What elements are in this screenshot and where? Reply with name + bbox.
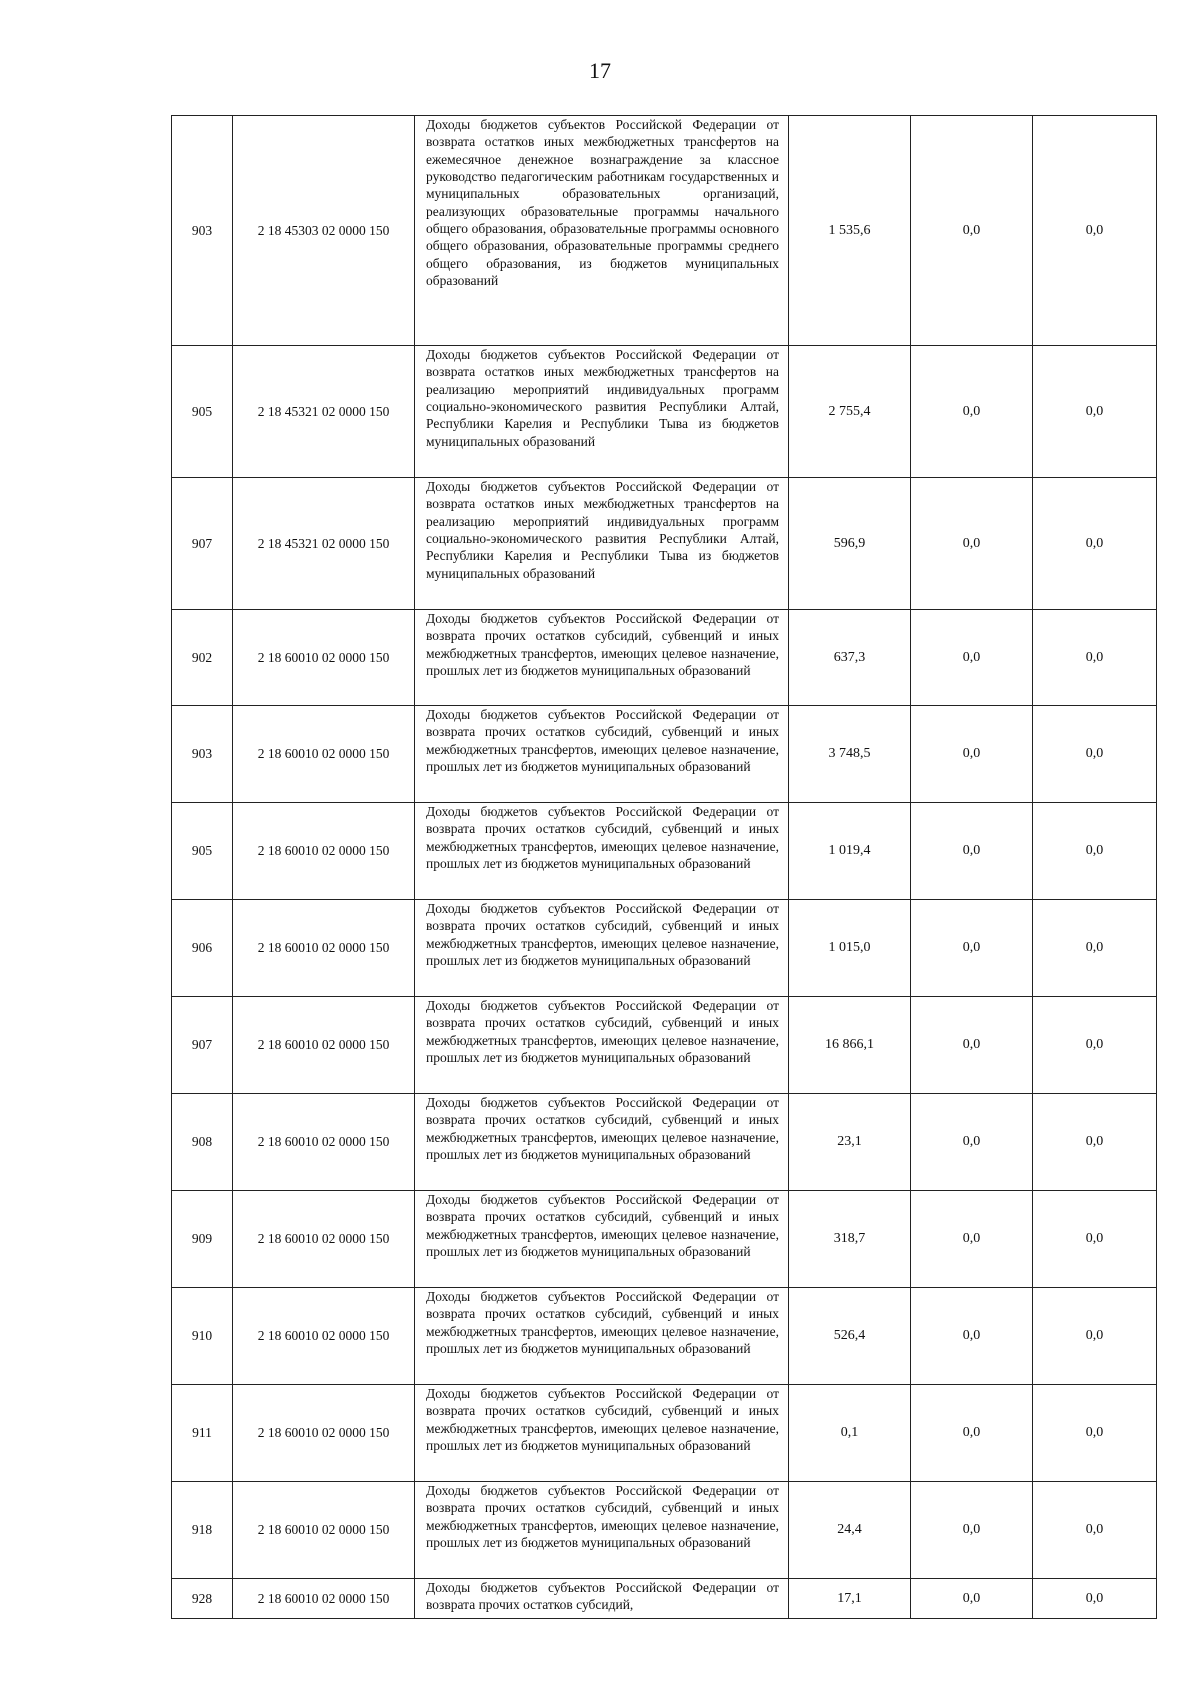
amount-cell: 526,4 [789,1288,911,1385]
table-row [172,1288,1157,1385]
admin-code-cell: 905 [172,346,233,478]
admin-code-cell: 918 [172,1482,233,1579]
revenue-description-cell: Доходы бюджетов субъектов Российской Федерации от возврата остатков иных межбюджетных трансфертов на ежемесячное денежное вознаграждение за классное руководство педагогическим работникам государственных и муниципальных образовательных организаций, реализующих образовательные программы начального общего образования, образовательные программы основного общего образования, образовательные программы среднего общего образования, из бюджетов муниципальных образований [415,116,789,346]
second-year-amount-cell: 0,0 [911,1482,1033,1579]
table-row [172,1482,1157,1579]
third-year-amount-cell: 0,0 [1033,1094,1157,1191]
amount-cell: 24,4 [789,1482,911,1579]
third-year-amount-cell: 0,0 [1033,706,1157,803]
amount-cell: 318,7 [789,1191,911,1288]
second-year-amount-cell: 0,0 [911,706,1033,803]
budget-classification-code-cell: 2 18 45303 02 0000 150 [233,116,415,346]
revenue-description-cell: Доходы бюджетов субъектов Российской Федерации от возврата прочих остатков субсидий, субвенций и иных межбюджетных трансфертов, имеющих целевое назначение, прошлых лет из бюджетов муниципальных образований [415,803,789,900]
table-row [172,116,1157,346]
third-year-amount-cell: 0,0 [1033,116,1157,346]
amount-cell: 17,1 [789,1579,911,1619]
admin-code-cell: 910 [172,1288,233,1385]
revenue-description-cell: Доходы бюджетов субъектов Российской Федерации от возврата прочих остатков субсидий, субвенций и иных межбюджетных трансфертов, имеющих целевое назначение, прошлых лет из бюджетов муниципальных образований [415,610,789,706]
budget-classification-code-cell: 2 18 60010 02 0000 150 [233,1191,415,1288]
revenue-description-cell: Доходы бюджетов субъектов Российской Федерации от возврата остатков иных межбюджетных трансфертов на реализацию мероприятий индивидуальных программ социально-экономического развития Республики Алтай, Республики Карелия и Республики Тыва из бюджетов муниципальных образований [415,346,789,478]
admin-code-cell: 928 [172,1579,233,1619]
admin-code-cell: 908 [172,1094,233,1191]
admin-code-cell: 911 [172,1385,233,1482]
third-year-amount-cell: 0,0 [1033,346,1157,478]
third-year-amount-cell: 0,0 [1033,1482,1157,1579]
amount-cell: 637,3 [789,610,911,706]
amount-cell: 1 535,6 [789,116,911,346]
second-year-amount-cell: 0,0 [911,346,1033,478]
amount-cell: 0,1 [789,1385,911,1482]
admin-code-cell: 903 [172,116,233,346]
table-body [172,116,1157,1619]
revenue-description-cell: Доходы бюджетов субъектов Российской Федерации от возврата прочих остатков субсидий, субвенций и иных межбюджетных трансфертов, имеющих целевое назначение, прошлых лет из бюджетов муниципальных образований [415,900,789,997]
third-year-amount-cell: 0,0 [1033,803,1157,900]
revenue-description-cell: Доходы бюджетов субъектов Российской Федерации от возврата прочих остатков субсидий, субвенций и иных межбюджетных трансфертов, имеющих целевое назначение, прошлых лет из бюджетов муниципальных образований [415,1482,789,1579]
table-row [172,997,1157,1094]
budget-classification-code-cell: 2 18 60010 02 0000 150 [233,1094,415,1191]
table-row [172,346,1157,478]
second-year-amount-cell: 0,0 [911,116,1033,346]
budget-classification-code-cell: 2 18 60010 02 0000 150 [233,1385,415,1482]
third-year-amount-cell: 0,0 [1033,997,1157,1094]
table-row [172,478,1157,610]
page-number: 17 [589,58,611,83]
third-year-amount-cell: 0,0 [1033,1385,1157,1482]
admin-code-cell: 909 [172,1191,233,1288]
revenue-description-cell: Доходы бюджетов субъектов Российской Федерации от возврата прочих остатков субсидий, субвенций и иных межбюджетных трансфертов, имеющих целевое назначение, прошлых лет из бюджетов муниципальных образований [415,1288,789,1385]
budget-classification-code-cell: 2 18 60010 02 0000 150 [233,1482,415,1579]
budget-classification-code-cell: 2 18 45321 02 0000 150 [233,478,415,610]
budget-classification-code-cell: 2 18 45321 02 0000 150 [233,346,415,478]
table-row [172,900,1157,997]
second-year-amount-cell: 0,0 [911,1288,1033,1385]
table-row [172,803,1157,900]
third-year-amount-cell: 0,0 [1033,900,1157,997]
second-year-amount-cell: 0,0 [911,1094,1033,1191]
second-year-amount-cell: 0,0 [911,1191,1033,1288]
second-year-amount-cell: 0,0 [911,997,1033,1094]
budget-classification-code-cell: 2 18 60010 02 0000 150 [233,997,415,1094]
third-year-amount-cell: 0,0 [1033,610,1157,706]
table-row [172,610,1157,706]
third-year-amount-cell: 0,0 [1033,1579,1157,1619]
amount-cell: 2 755,4 [789,346,911,478]
second-year-amount-cell: 0,0 [911,1579,1033,1619]
amount-cell: 23,1 [789,1094,911,1191]
third-year-amount-cell: 0,0 [1033,1288,1157,1385]
amount-cell: 596,9 [789,478,911,610]
budget-classification-code-cell: 2 18 60010 02 0000 150 [233,1579,415,1619]
second-year-amount-cell: 0,0 [911,1385,1033,1482]
table-row [172,1191,1157,1288]
amount-cell: 1 015,0 [789,900,911,997]
second-year-amount-cell: 0,0 [911,803,1033,900]
table-row [172,1579,1157,1619]
admin-code-cell: 902 [172,610,233,706]
revenue-description-cell: Доходы бюджетов субъектов Российской Федерации от возврата остатков иных межбюджетных трансфертов на реализацию мероприятий индивидуальных программ социально-экономического развития Республики Алтай, Республики Карелия и Республики Тыва из бюджетов муниципальных образований [415,478,789,610]
revenue-description-cell: Доходы бюджетов субъектов Российской Федерации от возврата прочих остатков субсидий, субвенций и иных межбюджетных трансфертов, имеющих целевое назначение, прошлых лет из бюджетов муниципальных образований [415,1094,789,1191]
amount-cell: 3 748,5 [789,706,911,803]
admin-code-cell: 907 [172,997,233,1094]
budget-classification-code-cell: 2 18 60010 02 0000 150 [233,610,415,706]
budget-classification-code-cell: 2 18 60010 02 0000 150 [233,706,415,803]
admin-code-cell: 907 [172,478,233,610]
third-year-amount-cell: 0,0 [1033,478,1157,610]
budget-classification-code-cell: 2 18 60010 02 0000 150 [233,900,415,997]
table-row [172,706,1157,803]
revenue-table [171,115,1157,1619]
amount-cell: 1 019,4 [789,803,911,900]
revenue-description-cell: Доходы бюджетов субъектов Российской Федерации от возврата прочих остатков субсидий, субвенций и иных межбюджетных трансфертов, имеющих целевое назначение, прошлых лет из бюджетов муниципальных образований [415,997,789,1094]
revenue-description-cell: Доходы бюджетов субъектов Российской Федерации от возврата прочих остатков субсидий, субвенций и иных межбюджетных трансфертов, имеющих целевое назначение, прошлых лет из бюджетов муниципальных образований [415,1191,789,1288]
amount-cell: 16 866,1 [789,997,911,1094]
admin-code-cell: 903 [172,706,233,803]
budget-classification-code-cell: 2 18 60010 02 0000 150 [233,1288,415,1385]
table-row [172,1385,1157,1482]
revenue-description-cell: Доходы бюджетов субъектов Российской Федерации от возврата прочих остатков субсидий, [415,1579,789,1619]
admin-code-cell: 905 [172,803,233,900]
revenue-description-cell: Доходы бюджетов субъектов Российской Федерации от возврата прочих остатков субсидий, субвенций и иных межбюджетных трансфертов, имеющих целевое назначение, прошлых лет из бюджетов муниципальных образований [415,1385,789,1482]
table-row [172,1094,1157,1191]
budget-classification-code-cell: 2 18 60010 02 0000 150 [233,803,415,900]
second-year-amount-cell: 0,0 [911,900,1033,997]
admin-code-cell: 906 [172,900,233,997]
third-year-amount-cell: 0,0 [1033,1191,1157,1288]
second-year-amount-cell: 0,0 [911,478,1033,610]
second-year-amount-cell: 0,0 [911,610,1033,706]
revenue-description-cell: Доходы бюджетов субъектов Российской Федерации от возврата прочих остатков субсидий, субвенций и иных межбюджетных трансфертов, имеющих целевое назначение, прошлых лет из бюджетов муниципальных образований [415,706,789,803]
